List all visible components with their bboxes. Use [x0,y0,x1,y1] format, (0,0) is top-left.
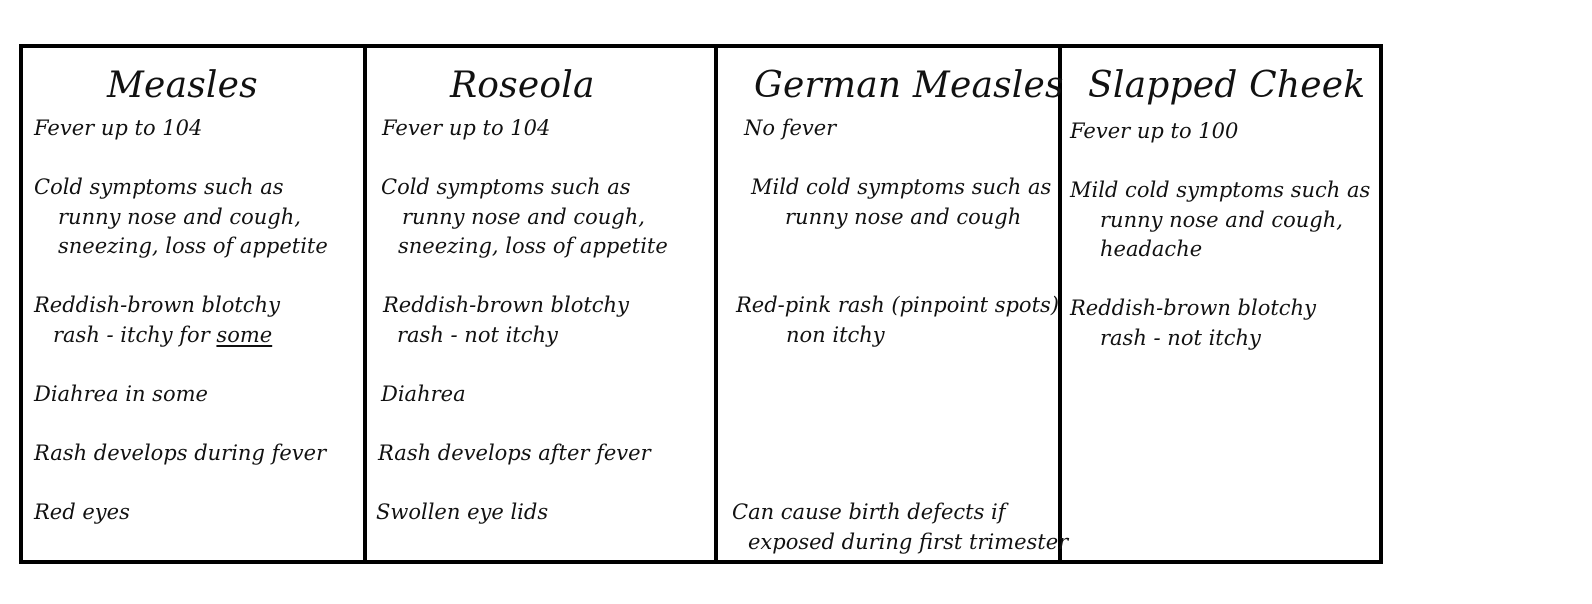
measles-cold-symptoms: sneezing, loss of appetite [58,234,328,258]
measles-fever: Fever up to 104 [34,116,203,140]
roseola-rash: Reddish-brown blotchy [383,293,629,317]
german-measles-cold-symptoms: runny nose and cough [785,205,1022,229]
german-measles-rash: Red-pink rash (pinpoint spots) [736,293,1059,317]
german-measles-cold-symptoms: Mild cold symptoms such as [751,175,1052,199]
slapped-cheek-cold-symptoms: headache [1100,237,1203,261]
german-measles-fever: No fever [744,116,837,140]
measles-cold-symptoms: runny nose and cough, [58,205,301,229]
slapped-cheek-rash: rash - not itchy [1100,326,1261,350]
roseola-eyes: Swollen eye lids [376,500,549,524]
german-measles-birth-defects: exposed during first trimester [748,530,1069,554]
roseola-rash: rash - not itchy [397,323,558,347]
measles-eyes: Red eyes [34,500,130,524]
german-measles-birth-defects: Can cause birth defects if [732,500,1006,524]
measles-rash: Reddish-brown blotchy [34,293,280,317]
slapped-cheek-cold-symptoms: runny nose and cough, [1100,208,1343,232]
roseola-diarrhea: Diahrea [381,382,466,406]
measles-cold-symptoms: Cold symptoms such as [34,175,284,199]
column-title-measles: Measles [107,65,258,106]
column-divider [363,44,367,564]
measles-rash-text: rash - itchy for [53,323,217,347]
german-measles-rash: non itchy [786,323,885,347]
slapped-cheek-rash: Reddish-brown blotchy [1070,296,1316,320]
column-title-slapped-cheek: Slapped Cheek [1088,65,1366,106]
roseola-cold-symptoms: sneezing, loss of appetite [398,234,668,258]
column-title-roseola: Roseola [450,65,595,106]
measles-rash-emphasis: some [216,323,273,347]
slapped-cheek-fever: Fever up to 100 [1070,119,1239,143]
roseola-cold-symptoms: runny nose and cough, [402,205,645,229]
column-divider [714,44,718,564]
roseola-rash-timing: Rash develops after fever [378,441,651,465]
roseola-cold-symptoms: Cold symptoms such as [381,175,631,199]
measles-rash [53,320,272,350]
measles-rash-timing: Rash develops during fever [34,441,327,465]
column-title-german-measles: German Measles [754,65,1064,106]
slapped-cheek-cold-symptoms: Mild cold symptoms such as [1070,178,1371,202]
roseola-fever: Fever up to 104 [382,116,551,140]
measles-diarrhea: Diahrea in some [34,382,208,406]
